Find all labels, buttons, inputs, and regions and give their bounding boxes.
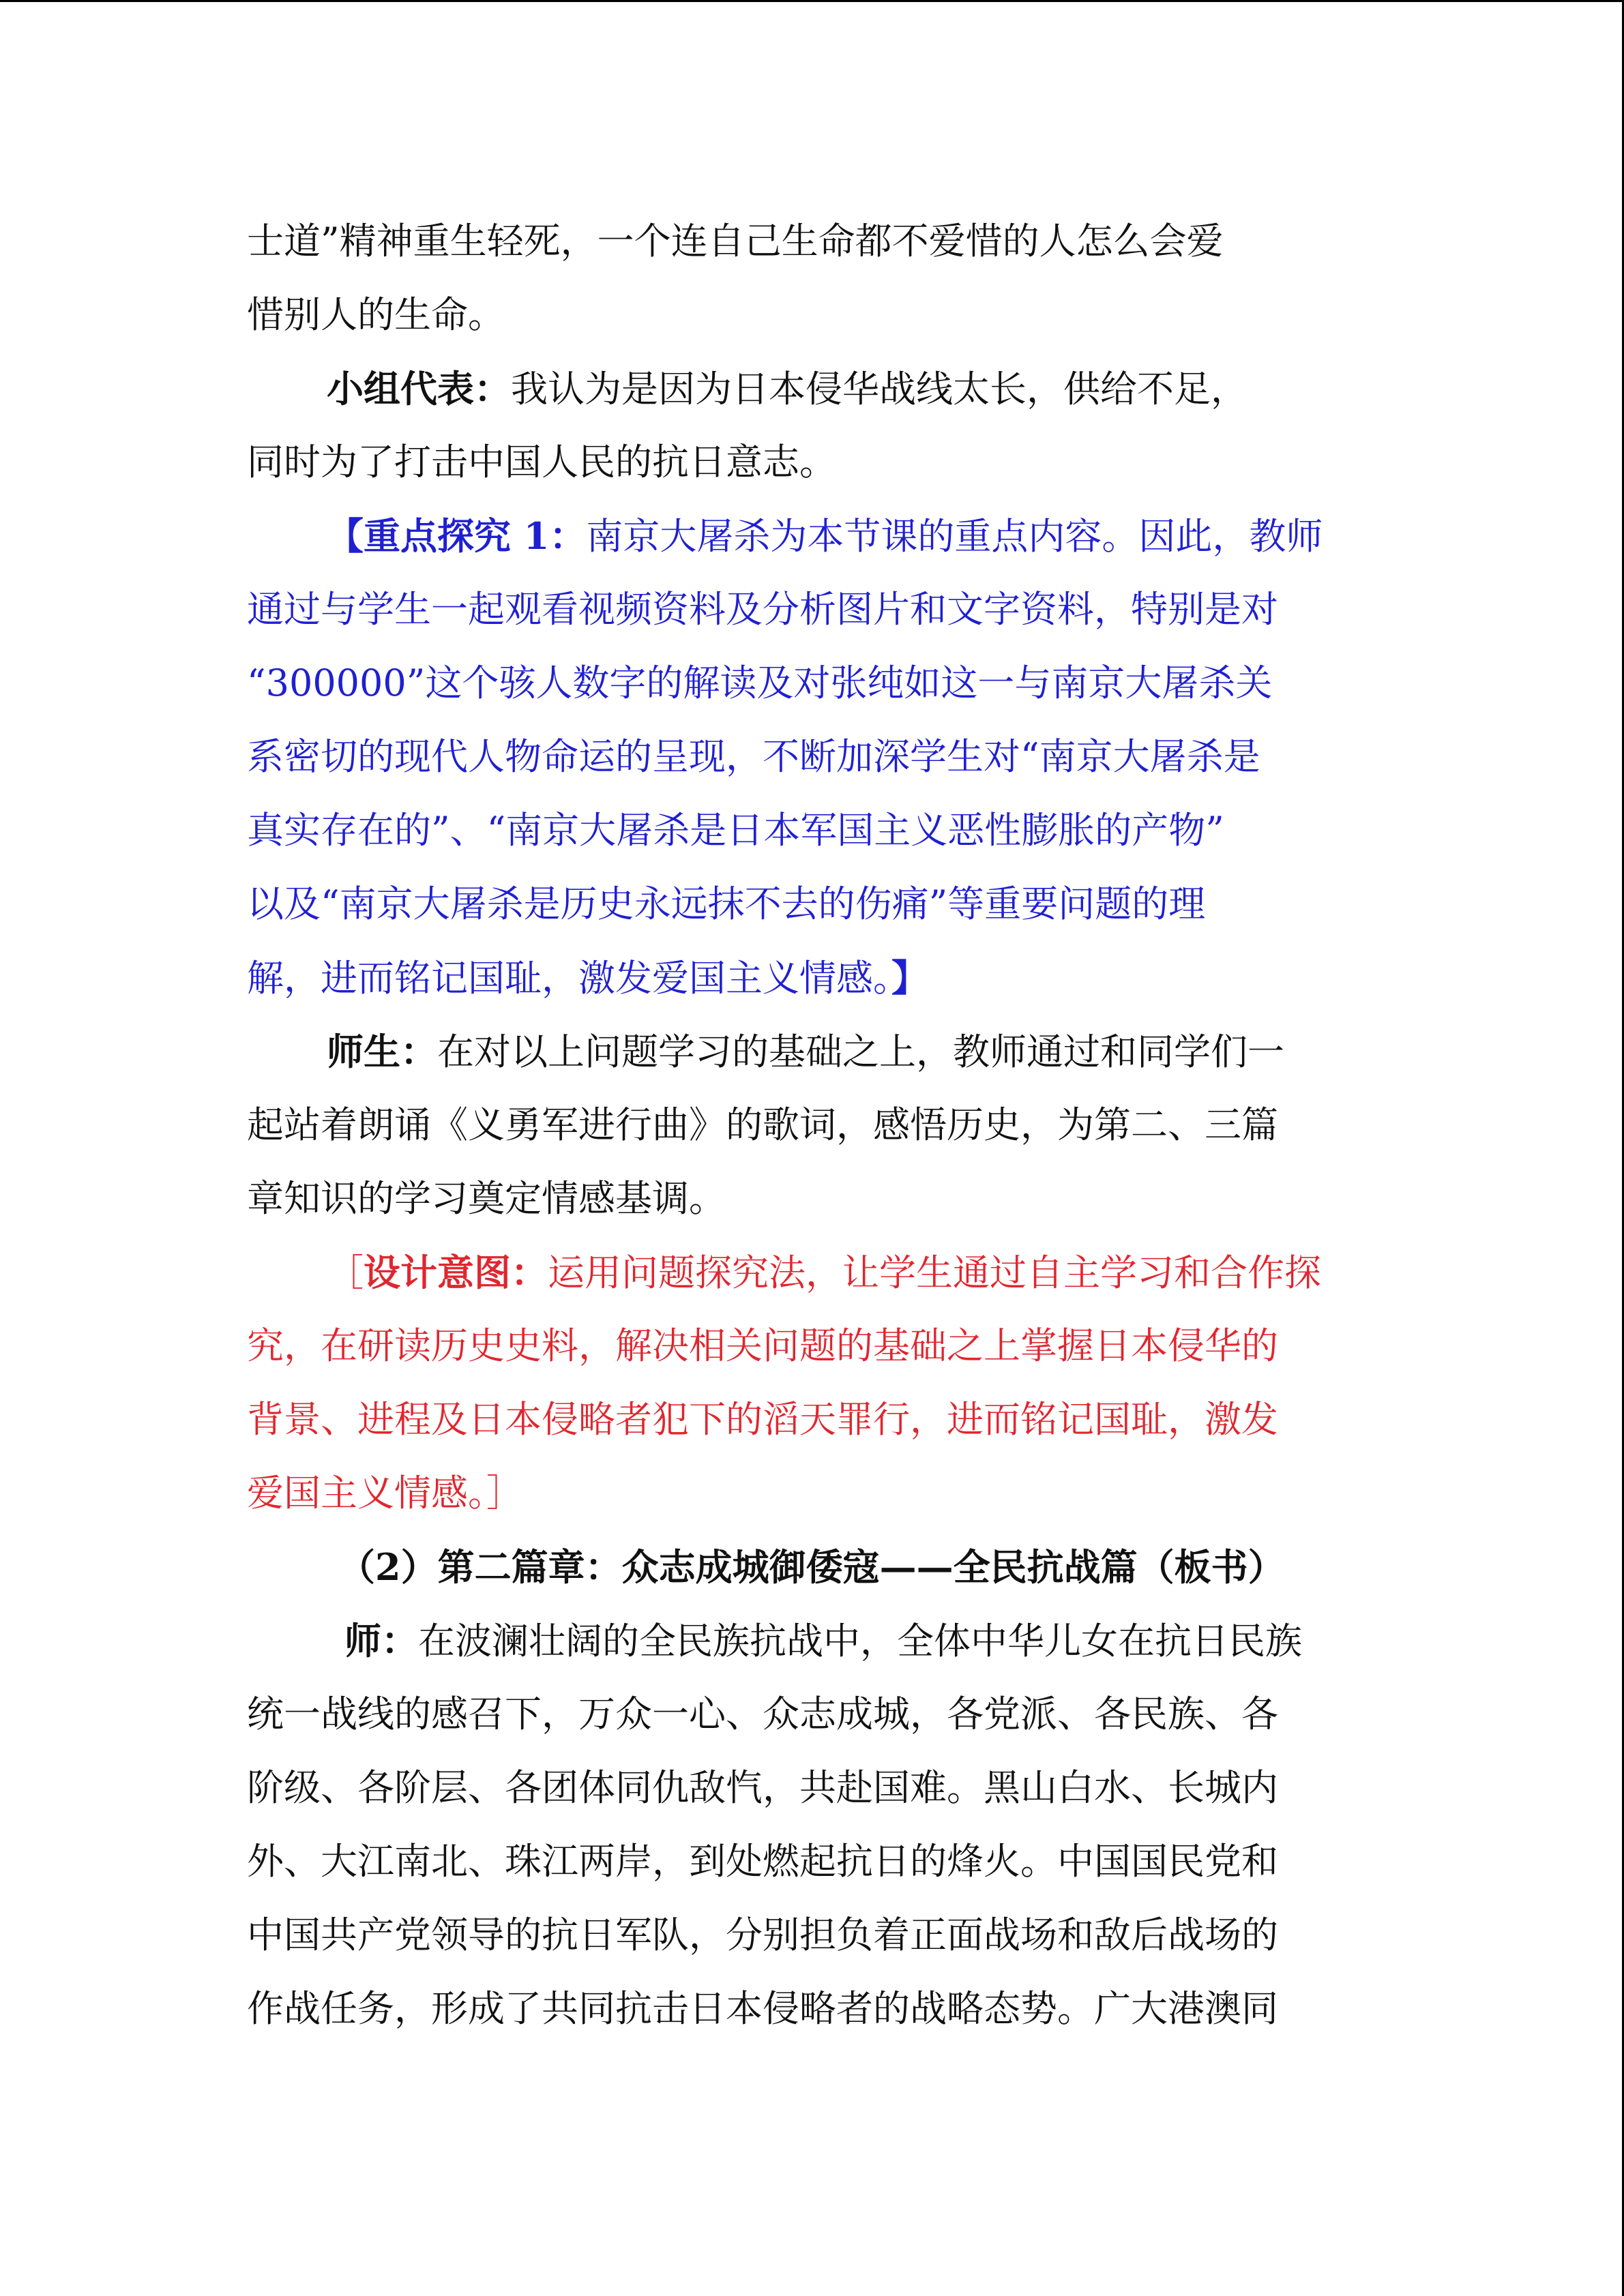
- design-intent-line: ［设计意图：运用问题探究法，让学生通过自主学习和合作探: [327, 1251, 1321, 1294]
- text-line: 阶级、各阶层、各团体同仇敌忾，共赴国难。黑山白水、长城内: [247, 1766, 1278, 1809]
- text-line: 统一战线的感召下，万众一心、众志成城，各党派、各民族、各: [247, 1693, 1278, 1735]
- key-point-line: 真实存在的”、“南京大屠杀是日本军国主义恶性膨胀的产物”: [247, 809, 1224, 852]
- key-point-line: 解，进而铭记国耻，激发爱国主义情感。】: [247, 956, 928, 1000]
- text-line: 作战任务，形成了共同抗击日本侵略者的战略态势。广大港澳同: [247, 1987, 1278, 2030]
- key-point-label: 【重点探究 1：: [327, 514, 587, 558]
- text-line: 外、大江南北、珠江两岸，到处燃起抗日的烽火。中国国民党和: [247, 1840, 1278, 1883]
- design-intent-line: 爱国主义情感。］: [247, 1472, 523, 1515]
- text-line: 小组代表：我认为是因为日本侵华战线太长，供给不足，: [327, 367, 1247, 411]
- text-line: 同时为了打击中国人民的抗日意志。: [247, 441, 836, 483]
- design-intent-line: 背景、进程及日本侵略者犯下的滔天罪行，进而铭记国耻，激发: [247, 1398, 1278, 1441]
- speaker-label: 师生：: [327, 1030, 437, 1073]
- text-line: 起站着朗诵《义勇军进行曲》的歌词，感悟历史，为第二、三篇: [247, 1103, 1278, 1146]
- design-intent-line: 究，在研读历史史料，解决相关问题的基础之上掌握日本侵华的: [247, 1324, 1278, 1367]
- key-point-line: 【重点探究 1：南京大屠杀为本节课的重点内容。因此，教师: [327, 514, 1323, 558]
- text-line: 士道”精神重生轻死，一个连自己生命都不爱惜的人怎么会爱: [247, 220, 1224, 263]
- section-heading: （2）第二篇章：众志成城御倭寇——全民抗战篇（板书）: [338, 1545, 1285, 1589]
- key-point-line: 系密切的现代人物命运的呈现，不断加深学生对“南京大屠杀是: [247, 735, 1260, 778]
- design-intent-label: 设计意图：: [364, 1251, 548, 1294]
- speaker-label: 小组代表：: [327, 367, 511, 411]
- speaker-label: 师：: [344, 1619, 418, 1663]
- text-line: 章知识的学习奠定情感基调。: [247, 1177, 726, 1220]
- key-point-line: 以及“南京大屠杀是历史永远抹不去的伤痛”等重要问题的理: [247, 882, 1206, 925]
- text-line: 惜别人的生命。: [247, 293, 505, 336]
- text-line: 师：在波澜壮阔的全民族抗战中，全体中华儿女在抗日民族: [344, 1619, 1302, 1663]
- key-point-line: 通过与学生一起观看视频资料及分析图片和文字资料，特别是对: [247, 588, 1278, 631]
- text-line: 中国共产党领导的抗日军队，分别担负着正面战场和敌后战场的: [247, 1913, 1278, 1956]
- text-line: 师生：在对以上问题学习的基础之上，教师通过和同学们一: [327, 1030, 1284, 1073]
- key-point-line: “300000”这个骇人数字的解读及对张纯如这一与南京大屠杀关: [247, 661, 1273, 704]
